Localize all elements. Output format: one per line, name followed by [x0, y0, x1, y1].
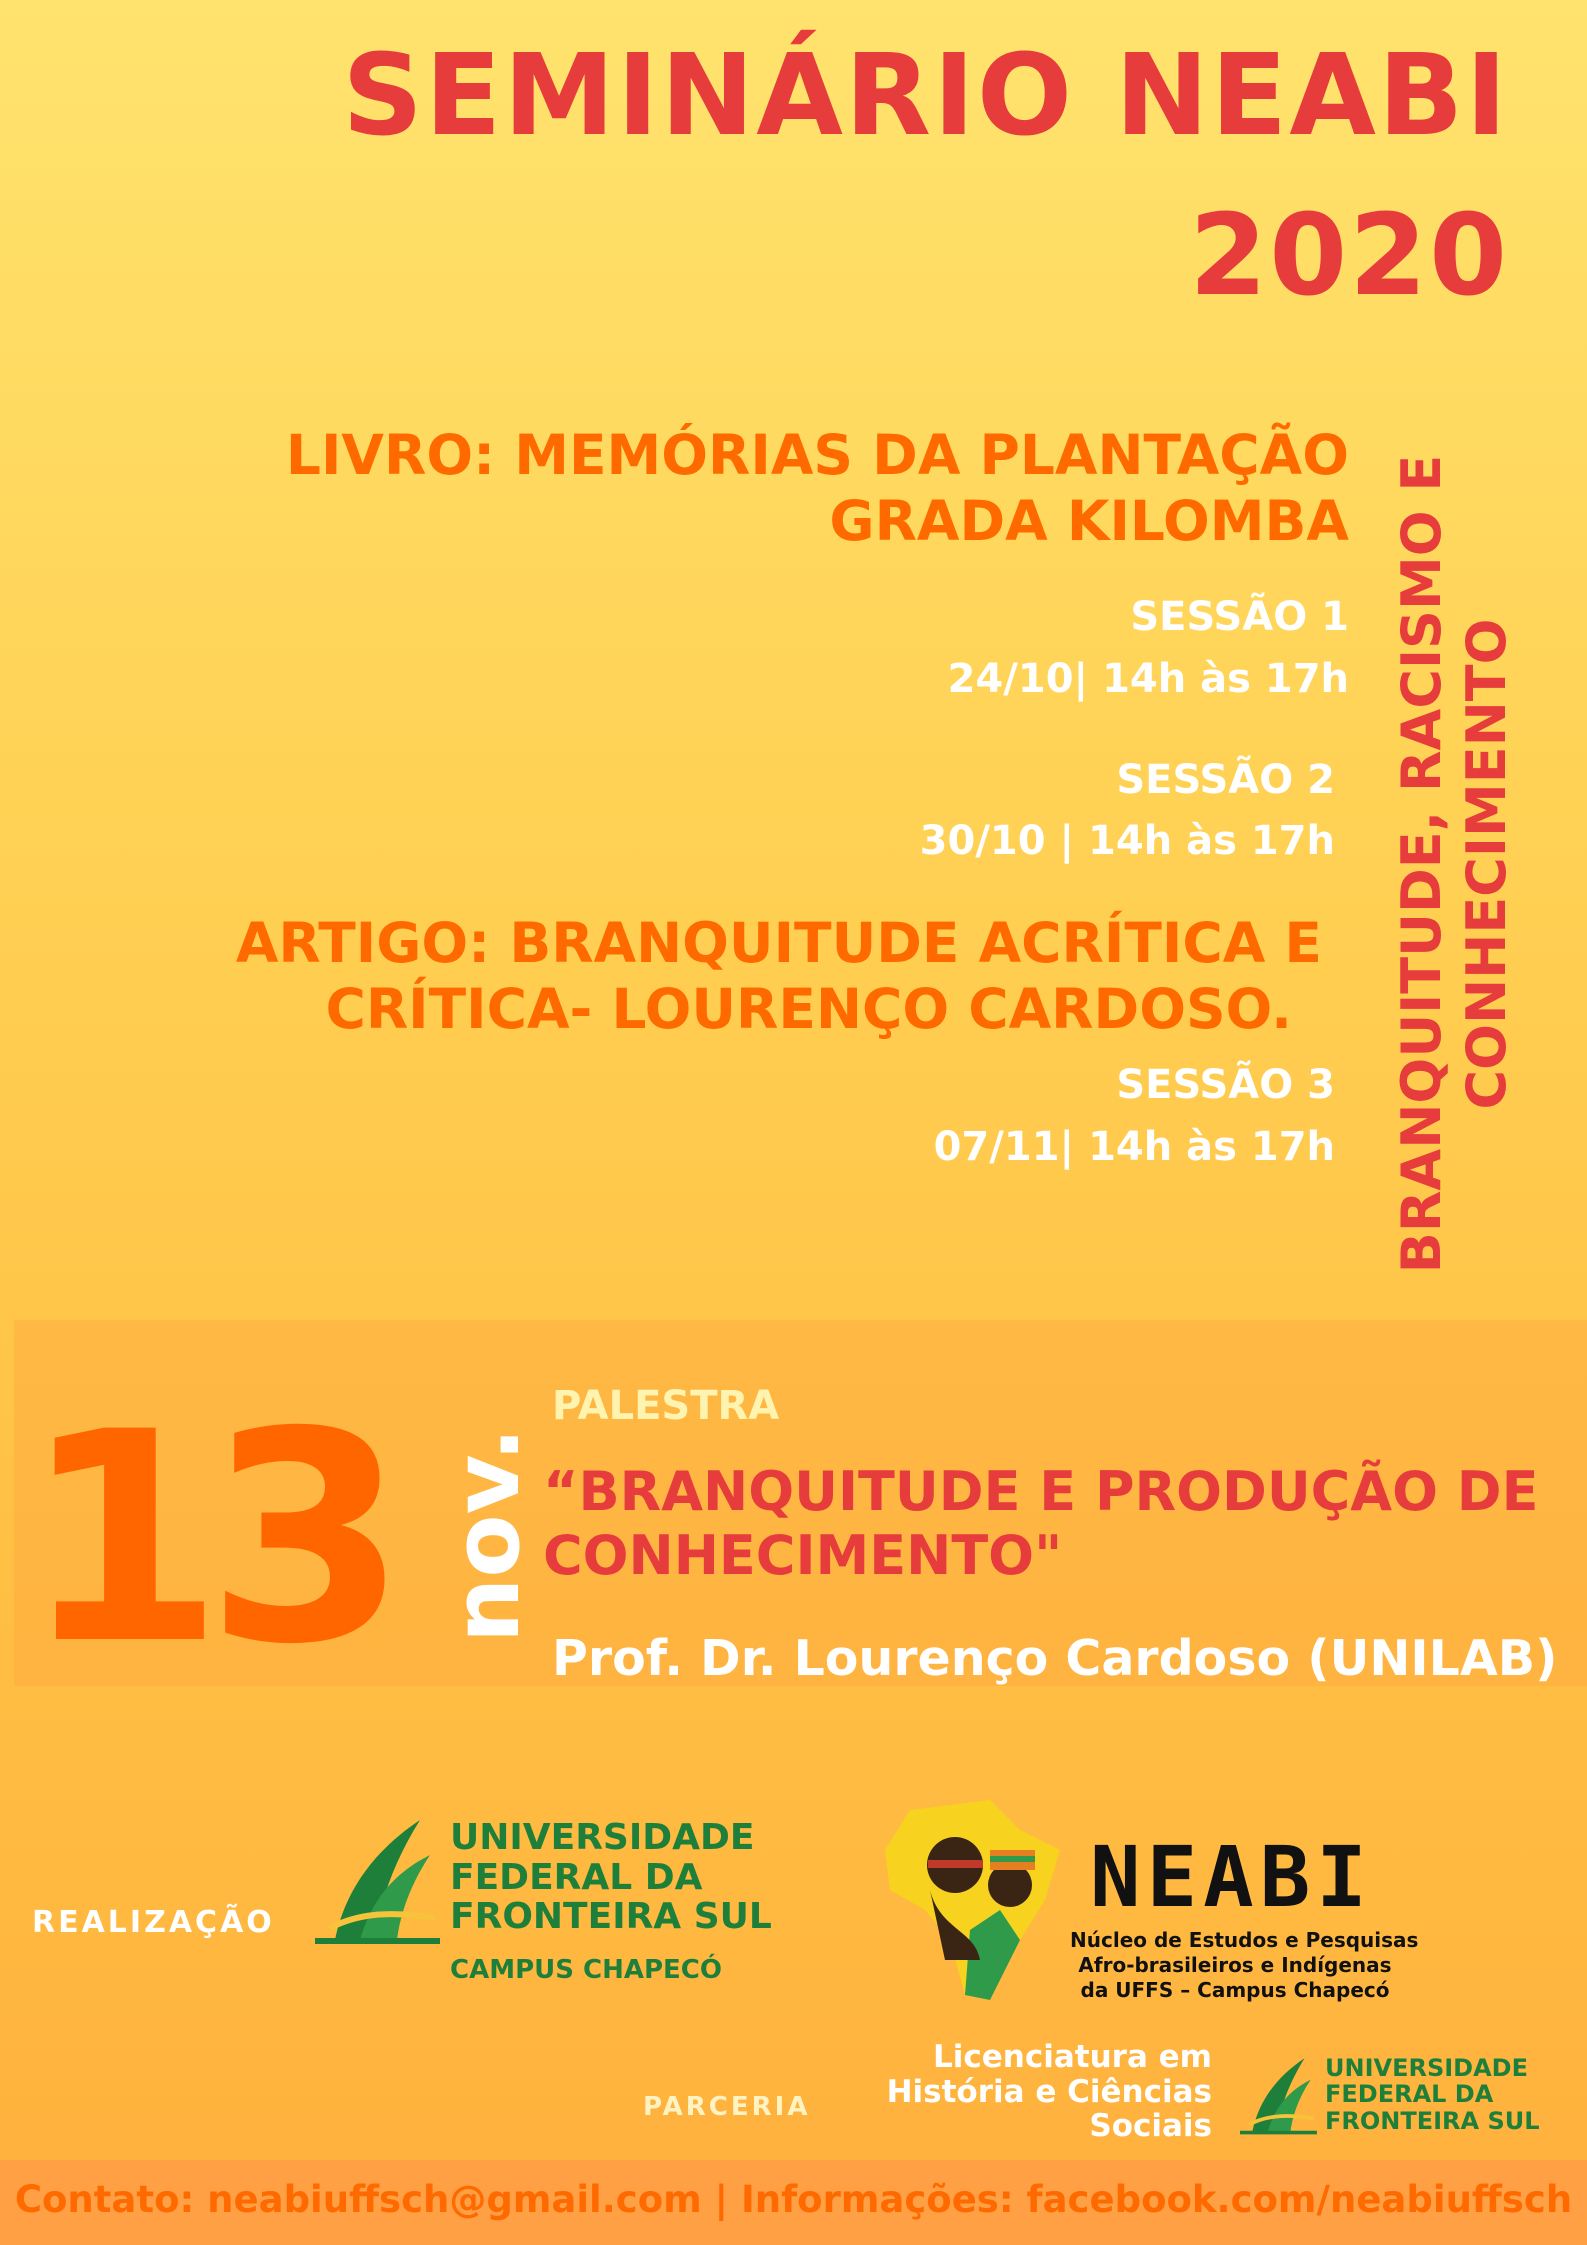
- palestra-label: PALESTRA: [552, 1383, 780, 1429]
- neabi-description: [1070, 1928, 1419, 2003]
- uffs-small-name: [1325, 2055, 1540, 2134]
- palestra-title: [543, 1460, 1539, 1587]
- uffs-name-line3: FRONTEIRA SUL: [450, 1896, 772, 1938]
- session-3-date: 07/11| 14h às 17h: [933, 1124, 1335, 1170]
- neabi-name: NEABI: [1090, 1828, 1373, 1926]
- parceria-label: PARCERIA: [643, 2092, 811, 2122]
- livro-line1: LIVRO: MEMÓRIAS DA PLANTAÇÃO: [285, 423, 1349, 487]
- artigo-heading: [236, 910, 1322, 1042]
- session-2-label: SESSÃO 2: [1116, 757, 1335, 803]
- session-1-date: 24/10| 14h às 17h: [947, 656, 1349, 702]
- session-3-label: SESSÃO 3: [1116, 1062, 1335, 1108]
- event-title-year: 2020: [1189, 191, 1509, 321]
- course-line3: Sociais: [1089, 2108, 1212, 2145]
- palestra-month-wrap: [432, 1420, 542, 1650]
- footer-contact: Contato: neabiuffsch@gmail.com | Informações: facebook.com/neabiuffsch: [14, 2178, 1573, 2221]
- course-line1: Licenciatura em: [933, 2039, 1212, 2075]
- uffs-name-line1: UNIVERSIDADE: [450, 1817, 755, 1858]
- uffs-logo-icon: [315, 1810, 445, 1950]
- session-2-date: 30/10 | 14h às 17h: [919, 818, 1335, 864]
- session-1-label: SESSÃO 1: [1130, 594, 1349, 640]
- palestra-month: nov.: [433, 1426, 540, 1644]
- palestra-speaker: Prof. Dr. Lourenço Cardoso (UNILAB): [552, 1630, 1558, 1687]
- uffs-small-logo-icon: [1240, 2050, 1320, 2140]
- vertical-theme-line2: CONHECIMENTO: [1455, 618, 1518, 1110]
- course-line2: História e Ciências: [886, 2073, 1212, 2110]
- realizacao-label: REALIZAÇÃO: [32, 1905, 275, 1940]
- livro-heading: [286, 422, 1349, 554]
- uffs-small-line3: FRONTEIRA SUL: [1325, 2106, 1540, 2135]
- uffs-name-line2: FEDERAL DA: [450, 1856, 703, 1898]
- livro-line2: GRADA KILOMBA: [829, 489, 1349, 553]
- palestra-title-line2: CONHECIMENTO": [543, 1523, 1063, 1587]
- vertical-theme-line1: BRANQUITUDE, RACISMO E: [1390, 454, 1454, 1274]
- uffs-campus: CAMPUS CHAPECÓ: [450, 1955, 722, 1985]
- africa-map-icon: [870, 1790, 1070, 2010]
- event-title-line1: SEMINÁRIO NEABI: [342, 31, 1509, 161]
- course-name: [887, 2040, 1212, 2144]
- artigo-line2: CRÍTICA- LOURENÇO CARDOSO.: [325, 977, 1292, 1041]
- neabi-sub-line2: Afro-brasileiros e Indígenas: [1078, 1953, 1392, 1977]
- palestra-title-line1: “BRANQUITUDE E PRODUÇÃO DE: [543, 1460, 1539, 1523]
- artigo-line1: ARTIGO: BRANQUITUDE ACRÍTICA E: [235, 911, 1322, 975]
- vertical-theme: [1385, 372, 1525, 1357]
- uffs-small-line2: FEDERAL DA: [1325, 2080, 1494, 2109]
- uffs-small-line1: UNIVERSIDADE: [1325, 2054, 1528, 2082]
- neabi-sub-line1: Núcleo de Estudos e Pesquisas: [1070, 1928, 1419, 1952]
- uffs-name: [450, 1818, 772, 1937]
- neabi-sub-line3: da UFFS – Campus Chapecó: [1080, 1978, 1390, 2002]
- palestra-day: 13: [22, 1371, 390, 1708]
